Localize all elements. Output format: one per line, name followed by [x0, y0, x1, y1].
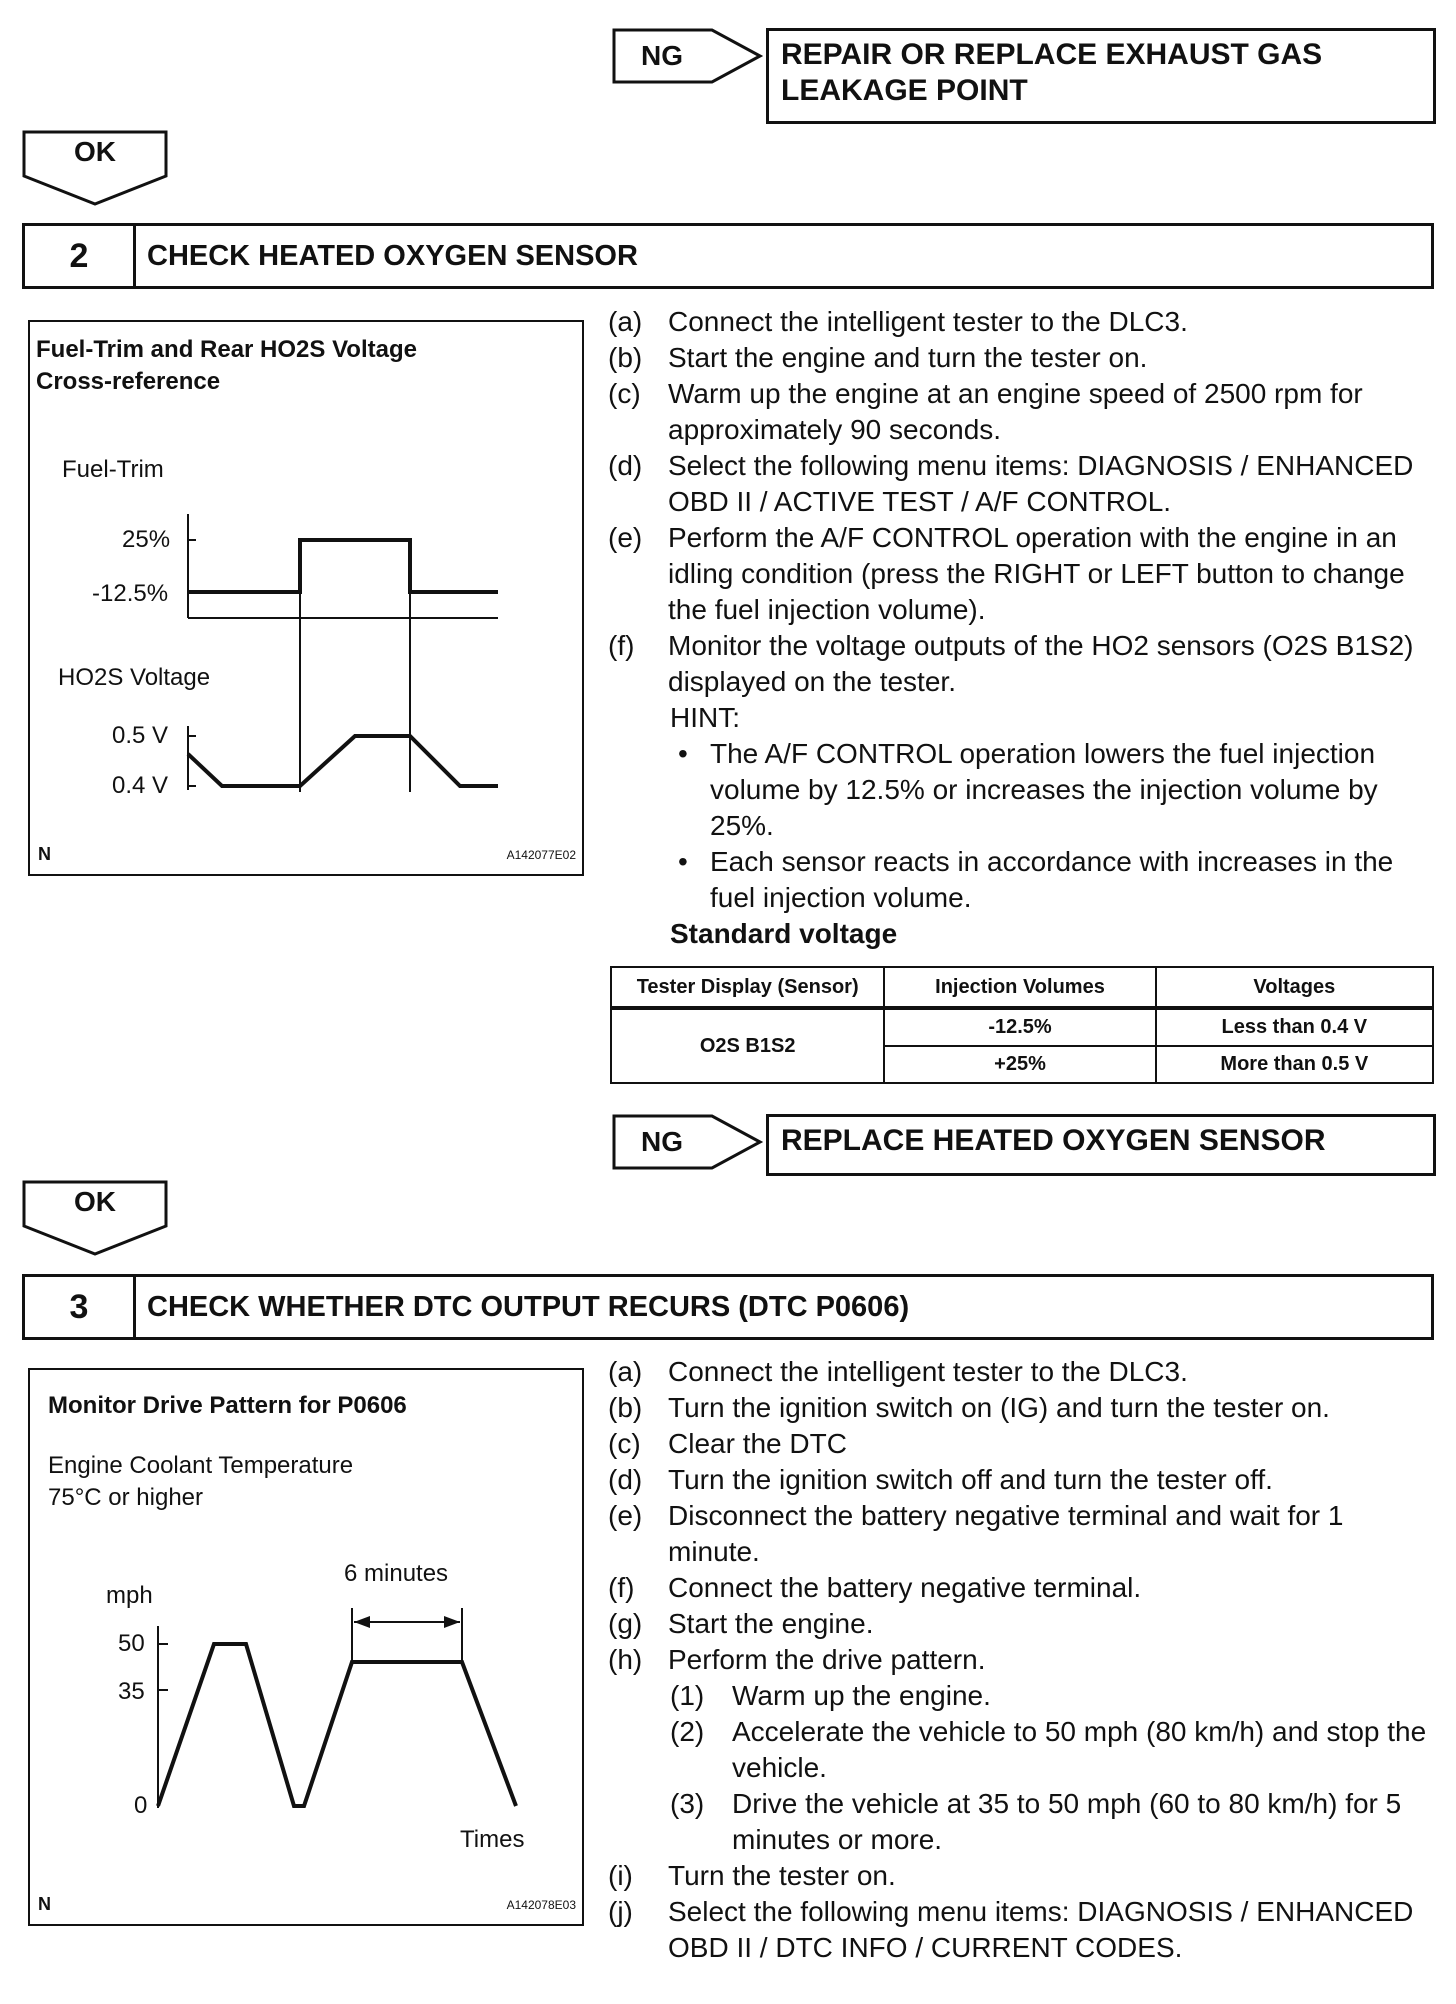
hint-bullet-1 — [608, 736, 1434, 844]
step-3-subitem-2 — [608, 1714, 1434, 1786]
figure-corner-n: N — [38, 1894, 51, 1914]
item-text: Start the engine and turn the tester on. — [668, 342, 1148, 373]
item-text: Turn the tester on. — [668, 1860, 896, 1891]
figure-corner-n: N — [38, 844, 51, 864]
coolant-temp-line2: 75°C or higher — [48, 1484, 204, 1511]
repair-action-box — [766, 28, 1436, 124]
times-label: Times — [460, 1826, 525, 1853]
figure-code: A142077E02 — [506, 848, 576, 862]
cell-volume: -12.5% — [884, 1008, 1155, 1046]
ok-label: OK — [74, 136, 116, 167]
step-3-item-a — [608, 1354, 1434, 1390]
tick-neg-12-5-percent: -12.5% — [92, 580, 169, 607]
replace-sensor-box — [766, 1114, 1436, 1176]
item-letter: (b) — [608, 1392, 643, 1423]
step-2-item-b — [608, 340, 1434, 376]
step-3-item-j — [608, 1894, 1434, 1966]
step-2-item-d — [608, 448, 1434, 520]
fuel-trim-chart — [30, 322, 582, 874]
item-text: Turn the ignition switch on (IG) and turn the tester on. — [668, 1392, 1330, 1423]
step-2-item-a — [608, 304, 1434, 340]
duration-label: 6 minutes — [344, 1560, 449, 1587]
step-3-item-e — [608, 1498, 1434, 1570]
header-voltages: Voltages — [1156, 967, 1433, 1008]
item-text: Connect the intelligent tester to the DLC3. — [668, 306, 1188, 337]
cell-voltage: Less than 0.4 V — [1156, 1008, 1433, 1046]
item-text: Perform the drive pattern. — [668, 1644, 986, 1675]
table-header-row — [611, 967, 1433, 1008]
tick-25-percent: 25% — [122, 526, 171, 553]
ok-label: OK — [74, 1186, 116, 1217]
step-3-item-f — [608, 1570, 1434, 1606]
item-letter: (a) — [608, 306, 643, 337]
hint-label: HINT: — [670, 702, 740, 733]
step-3-item-b — [608, 1390, 1434, 1426]
ho2s-axis-label: HO2S Voltage — [58, 664, 211, 691]
step-3-item-h — [608, 1642, 1434, 1678]
item-letter: (h) — [608, 1644, 643, 1675]
header-tester-display: Tester Display (Sensor) — [611, 967, 884, 1008]
item-letter: (b) — [608, 342, 643, 373]
subitem-text: Warm up the engine. — [732, 1680, 991, 1711]
subitem-number: (2) — [670, 1716, 705, 1747]
hint-bullet-2 — [608, 844, 1434, 916]
replace-sensor-text: REPLACE HEATED OXYGEN SENSOR — [781, 1124, 1326, 1157]
mph-label: mph — [106, 1582, 153, 1609]
step-3-title: CHECK WHETHER DTC OUTPUT RECURS (DTC P0606) — [147, 1291, 910, 1323]
item-text: Connect the intelligent tester to the DLC3. — [668, 1356, 1188, 1387]
tick-50: 50 — [118, 1630, 145, 1657]
step-3-instructions — [608, 1354, 1434, 1966]
standard-voltage-table — [610, 966, 1434, 1084]
step-3-item-g — [608, 1606, 1434, 1642]
step-2-instructions — [608, 304, 1434, 952]
item-text: Monitor the voltage outputs of the HO2 sensors (O2S B1S2) displayed on the tester. — [668, 630, 1414, 697]
item-letter: (e) — [608, 1500, 643, 1531]
step-2-item-e — [608, 520, 1434, 628]
tick-35: 35 — [118, 1678, 145, 1705]
table-row — [611, 1008, 1433, 1046]
subitem-number: (1) — [670, 1680, 705, 1711]
step-3-header — [22, 1274, 1434, 1340]
item-text: Warm up the engine at an engine speed of 2500 rpm for approximately 90 seconds. — [668, 378, 1363, 445]
item-letter: (e) — [608, 522, 643, 553]
item-text: Turn the ignition switch off and turn the tester off. — [668, 1464, 1273, 1495]
step-3-item-c — [608, 1426, 1434, 1462]
step-3-number: 3 — [25, 1277, 136, 1337]
step-2-item-f — [608, 628, 1434, 700]
repair-action-line2: LEAKAGE POINT — [781, 74, 1028, 107]
fuel-trim-figure — [28, 320, 584, 876]
ok-arrow-top — [22, 130, 168, 208]
step-3-subitem-3 — [608, 1786, 1434, 1858]
item-text: Disconnect the battery negative terminal and wait for 1 minute. — [668, 1500, 1344, 1567]
subitem-text: Drive the vehicle at 35 to 50 mph (60 to 80 km/h) for 5 minutes or more. — [732, 1788, 1402, 1855]
step-2-item-c — [608, 376, 1434, 448]
ng-arrow-top — [612, 28, 767, 84]
item-text: Clear the DTC — [668, 1428, 847, 1459]
tick-0-5-v: 0.5 V — [112, 722, 169, 749]
item-text: Start the engine. — [668, 1608, 874, 1639]
drive-pattern-chart — [30, 1370, 582, 1924]
item-text: Select the following menu items: DIAGNOSIS / ENHANCED OBD II / DTC INFO / CURRENT CODES. — [668, 1896, 1414, 1963]
ok-arrow-step-2 — [22, 1180, 168, 1258]
tick-0: 0 — [134, 1792, 148, 1819]
item-letter: (a) — [608, 1356, 643, 1387]
item-letter: (d) — [608, 450, 643, 481]
bullet-glyph: • — [678, 738, 688, 769]
cell-sensor: O2S B1S2 — [611, 1008, 884, 1083]
cell-voltage: More than 0.5 V — [1156, 1046, 1433, 1083]
item-letter: (g) — [608, 1608, 643, 1639]
standard-voltage-label: Standard voltage — [670, 918, 898, 949]
ng-arrow-step-2 — [612, 1114, 767, 1170]
figure-title-line2: Cross-reference — [36, 368, 221, 395]
fuel-trim-axis-label: Fuel-Trim — [62, 456, 164, 483]
coolant-temp-line1: Engine Coolant Temperature — [48, 1452, 354, 1479]
bullet-text: Each sensor reacts in accordance with increases in the fuel injection volume. — [710, 846, 1394, 913]
item-letter: (f) — [608, 630, 635, 661]
item-letter: (d) — [608, 1464, 643, 1495]
subitem-text: Accelerate the vehicle to 50 mph (80 km/h) and stop the vehicle. — [732, 1716, 1427, 1783]
drive-pattern-title: Monitor Drive Pattern for P0606 — [48, 1392, 407, 1419]
ng-label: NG — [641, 40, 683, 71]
item-letter: (i) — [608, 1860, 633, 1891]
item-text: Select the following menu items: DIAGNOSIS / ENHANCED OBD II / ACTIVE TEST / A/F CONTROL. — [668, 450, 1414, 517]
header-injection-volumes: Injection Volumes — [884, 967, 1155, 1008]
item-text: Connect the battery negative terminal. — [668, 1572, 1142, 1603]
item-letter: (j) — [608, 1896, 633, 1927]
step-2-header — [22, 223, 1434, 289]
tick-0-4-v: 0.4 V — [112, 772, 169, 799]
step-2-title: CHECK HEATED OXYGEN SENSOR — [147, 240, 638, 272]
item-letter: (c) — [608, 1428, 641, 1459]
bullet-text: The A/F CONTROL operation lowers the fuel injection volume by 12.5% or increases the injection volume by 25%. — [710, 738, 1378, 841]
figure-code: A142078E03 — [506, 1898, 576, 1912]
step-2-number: 2 — [25, 226, 136, 286]
step-3-item-d — [608, 1462, 1434, 1498]
item-letter: (f) — [608, 1572, 635, 1603]
repair-action-line1: REPAIR OR REPLACE EXHAUST GAS — [781, 38, 1323, 71]
ng-label: NG — [641, 1126, 683, 1157]
drive-pattern-figure — [28, 1368, 584, 1926]
figure-title-line1: Fuel-Trim and Rear HO2S Voltage — [36, 336, 417, 363]
step-3-subitem-1 — [608, 1678, 1434, 1714]
subitem-number: (3) — [670, 1788, 705, 1819]
bullet-glyph: • — [678, 846, 688, 877]
item-text: Perform the A/F CONTROL operation with the engine in an idling condition (press the RIGHT or LEFT button to change the fuel injection volume). — [668, 522, 1405, 625]
step-3-item-i — [608, 1858, 1434, 1894]
item-letter: (c) — [608, 378, 641, 409]
cell-volume: +25% — [884, 1046, 1155, 1083]
